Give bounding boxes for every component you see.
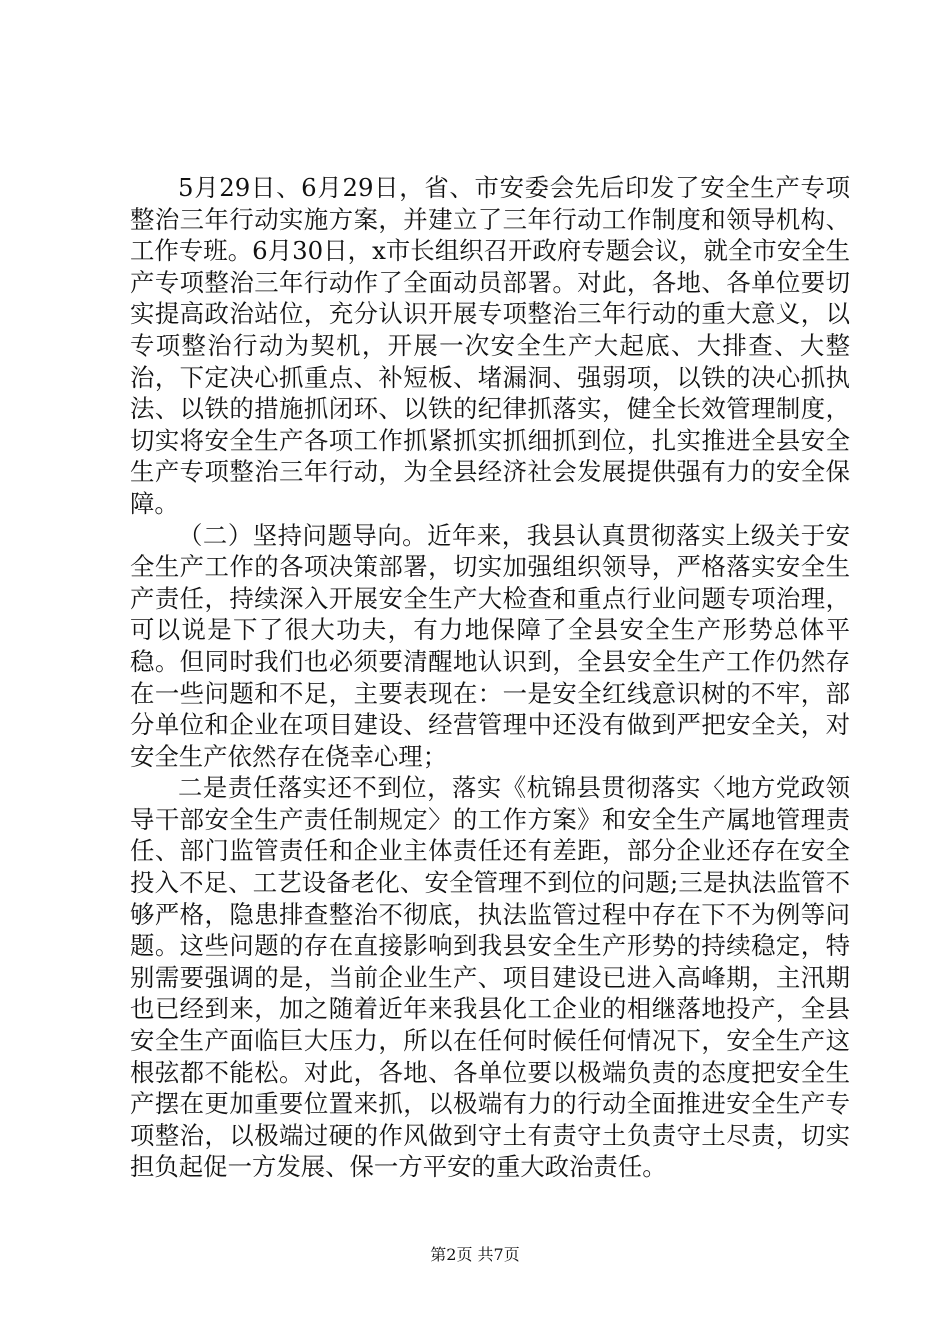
paragraph-2: （二）坚持问题导向。近年来，我县认真贯彻落实上级关于安全生产工作的各项决策部署，切实加强组织领导，严格落实安全生产责任，持续深入开展安全生产大检查和重点行业问题专项治理，可以说是下了很大功夫，有力地保障了全县安全生产形势总体平稳。但同时我们也必须要清醒地认识到，全县安全生产工作仍然存在一些问题和不足，主要表现在：一是安全红线意识树的不牢，部分单位和企业在项目建设、经营管理中还没有做到严把安全关，对安全生产依然存在侥幸心理； [130, 520, 850, 771]
page-footer: 第2页 共7页 [430, 1245, 520, 1264]
paragraph-3: 二是责任落实还不到位，落实《杭锦县贯彻落实〈地方党政领导干部安全生产责任制规定〉的工作方案》和安全生产属地管理责任、部门监管责任和企业主体责任还有差距，部分企业还存在安全投入不足、工艺设备老化、安全管理不到位的问题;三是执法监管不够严格，隐患排查整治不彻底，执法监管过程中存在下不为例等问题。这些问题的存在直接影响到我县安全生产形势的持续稳定，特别需要强调的是，当前企业生产、项目建设已进入高峰期，主汛期也已经到来，加之随着近年来我县化工企业的相继落地投产，全县安全生产面临巨大压力，所以在任何时候任何情况下，安全生产这根弦都不能松。对此，各地、各单位要以极端负责的态度把安全生产摆在更加重要位置来抓，以极端有力的行动全面推进安全生产专项整治，以极端过硬的作风做到守土有责守土负责守土尽责，切实担负起促一方发展、保一方平安的重大政治责任。 [130, 773, 850, 1182]
document-body [130, 172, 850, 1183]
paragraph-1: 5月29日、6月29日，省、市安委会先后印发了安全生产专项整治三年行动实施方案，并建立了三年行动工作制度和领导机构、工作专班。6月30日，x市长组织召开政府专题会议，就全市安全生产专项整治三年行动作了全面动员部署。对此，各地、各单位要切实提高政治站位，充分认识开展专项整治三年行动的重大意义，以专项整治行动为契机，开展一次安全生产大起底、大排查、大整治，下定决心抓重点、补短板、堵漏洞、强弱项，以铁的决心抓执法、以铁的措施抓闭环、以铁的纪律抓落实，健全长效管理制度，切实将安全生产各项工作抓紧抓实抓细抓到位，扎实推进全县安全生产专项整治三年行动，为全县经济社会发展提供强有力的安全保障。 [130, 173, 850, 518]
